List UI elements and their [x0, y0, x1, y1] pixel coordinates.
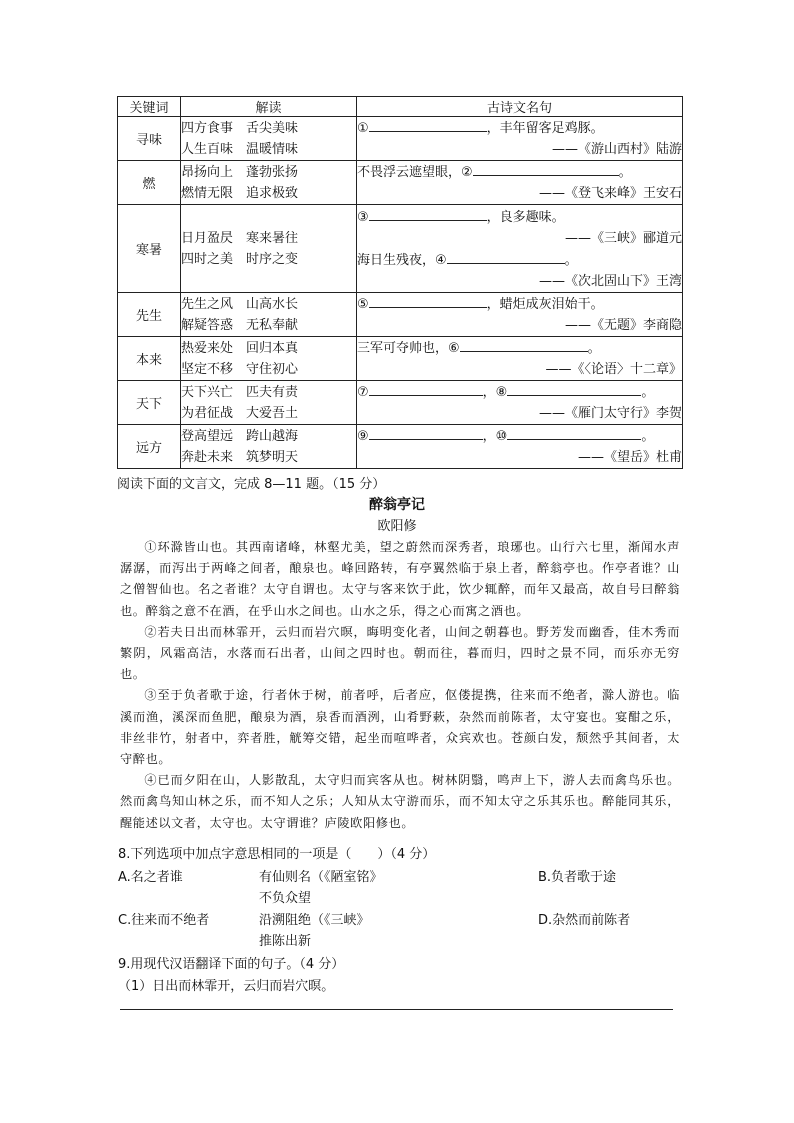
poem-text: 不畏浮云遮望眼，② [357, 165, 473, 180]
poem-text: ⑤ [357, 297, 369, 312]
essay-paragraph: ②若夫日出而林霏开，云归而岩穴暝，晦明变化者，山间之朝暮也。野芳发而幽香，佳木秀而繁阴，风霜高洁，水落而石出者，山间之四时也。朝而往，暮而归，四时之景不同，而乐亦无穷也。 [120, 624, 680, 682]
reading-instruction: 阅读下面的文言文，完成 8—11 题。（15 分） [117, 477, 386, 492]
answer-blank-6[interactable] [460, 337, 588, 352]
keyword-cell: 寻味 [118, 117, 181, 161]
keyword-cell: 先生 [118, 293, 181, 337]
poem-cell [357, 161, 683, 205]
essay-title: 醉翁亭记 [369, 497, 425, 513]
answer-blank-9[interactable] [369, 425, 483, 440]
poem-cell [357, 381, 683, 425]
poem-text: ① [357, 121, 369, 136]
poem-text: ，⑧ [482, 385, 508, 400]
answer-line[interactable] [120, 1009, 673, 1010]
poem-source: ——《游山西村》陆游 [551, 142, 682, 157]
keyword-cell: 寒暑 [118, 205, 181, 293]
poem-text: ，丰年留客足鸡豚。 [486, 121, 604, 136]
meaning-line: 日月盈昃 寒来暑往 [181, 230, 299, 246]
meaning-line: 四方食事 舌尖美味 [181, 120, 299, 136]
question-9-stem: 9.用现代汉语翻译下面的句子。（4 分） [118, 957, 345, 972]
table-row [118, 205, 683, 293]
poem-table-wrapper [117, 96, 682, 469]
poem-text: ⑦ [357, 385, 369, 400]
answer-blank-1[interactable] [369, 117, 487, 132]
poem-text: 。 [641, 385, 655, 400]
keyword-cell: 本来 [118, 337, 181, 381]
meaning-cell [181, 337, 357, 381]
meaning-line: 奔赴未来 筑梦明天 [181, 449, 299, 465]
poem-line [357, 381, 682, 403]
question-9-item-1: （1）日出而林霏开，云归而岩穴暝。 [118, 979, 335, 994]
poem-line [357, 117, 682, 139]
meaning-line: 先生之风 山高水长 [181, 296, 299, 312]
poem-cell [357, 293, 683, 337]
poem-cell [357, 117, 683, 161]
poem-line [357, 425, 682, 447]
option-a[interactable]: A.名之者谁 [118, 870, 183, 885]
answer-blank-2[interactable] [473, 161, 619, 176]
poem-text: ，⑩ [482, 429, 508, 444]
poem-line [357, 161, 682, 183]
keyword-cell: 燃 [118, 161, 181, 205]
poem-line [357, 293, 682, 315]
poem-source: ——《雁门太守行》李贺 [538, 406, 682, 421]
option-d[interactable]: D.杂然而前陈者 [538, 913, 631, 928]
meaning-line: 热爱来处 回归本真 [181, 340, 299, 356]
table-header-row [118, 97, 683, 117]
answer-blank-10[interactable] [507, 425, 641, 440]
keyword-cell: 天下 [118, 381, 181, 425]
poem-text: 三军可夺帅也，⑥ [357, 341, 460, 356]
meaning-line: 解疑答惑 无私奉献 [181, 317, 299, 333]
essay-paragraph: ①环滁皆山也。其西南诸峰，林壑尤美，望之蔚然而深秀者，琅琊也。山行六七里，渐闻水声潺潺，而泻出于两峰之间者，酿泉也。峰回路转，有亭翼然临于泉上者，醉翁亭也。作亭者谁？山之僧智仙也。名之者谁？太守自谓也。太守与客来饮于此，饮少辄醉，而年又最高，故自号曰醉翁也。醉翁之意不在酒，在乎山水之间也。山水之乐，得之心而寓之酒也。 [120, 540, 680, 618]
poem-source: ——《次北固山下》王湾 [538, 273, 682, 289]
meaning-cell [181, 117, 357, 161]
poem-source: ——《无题》李商隐 [564, 318, 682, 333]
table-row [118, 425, 683, 469]
answer-blank-4[interactable] [447, 249, 565, 264]
poem-cell [357, 205, 683, 293]
header-meaning: 解读 [181, 97, 357, 117]
meaning-line: 昂扬向上 蓬勃张扬 [181, 164, 299, 180]
poem-text: 海日生残夜，④ [357, 252, 447, 268]
meaning-cell [181, 381, 357, 425]
header-poem: 古诗文名句 [357, 97, 683, 117]
meaning-line: 人生百味 温暖情味 [181, 141, 299, 157]
question-8-stem: 8.下列选项中加点字意思相同的一项是（ ）（4 分） [118, 847, 436, 862]
essay-paragraph: ④已而夕阳在山，人影散乱，太守归而宾客从也。树林阴翳，鸣声上下，游人去而禽鸟乐也。然而禽鸟知山林之乐，而不知人之乐；人知从太守游而乐，而不知太守之乐其乐也。醉能同其乐，醒能述以文者，太守也。太守谓谁？庐陵欧阳修也。 [120, 773, 680, 830]
option-c[interactable]: C.往来而不绝者 [118, 913, 210, 928]
option-c-compare-1: 沿溯阻绝（《三峡》 [259, 913, 370, 928]
essay-body [120, 537, 680, 834]
table-row [118, 381, 683, 425]
table-row [118, 117, 683, 161]
table-row [118, 337, 683, 381]
keyword-cell: 远方 [118, 425, 181, 469]
meaning-cell [181, 293, 357, 337]
poem-text: ③ [357, 209, 369, 225]
poem-text: 。 [641, 429, 655, 444]
poem-text: 。 [618, 165, 632, 180]
meaning-line: 天下兴亡 匹夫有责 [181, 384, 299, 400]
poem-table [117, 96, 683, 469]
meaning-line: 四时之美 时序之变 [181, 251, 299, 267]
meaning-cell [181, 161, 357, 205]
option-a-compare-2: 不负众望 [259, 891, 312, 906]
answer-blank-7[interactable] [369, 381, 483, 396]
poem-text: ⑨ [357, 429, 369, 444]
poem-line [357, 206, 682, 228]
essay-paragraph: ③至于负者歌于途，行者休于树，前者呼，后者应，伛偻提携，往来而不绝者，滁人游也。临溪而渔，溪深而鱼肥，酿泉为酒，泉香而酒洌，山肴野蔌，杂然而前陈者，太守宴也。宴酣之乐，非丝非竹，射者中，弈者胜，觥筹交错，起坐而喧哗者，众宾欢也。苍颜白发，颓然乎其间者，太守醉也。 [120, 688, 680, 767]
poem-source: ——《〈论语〉十二章》 [545, 362, 682, 377]
essay-author: 欧阳修 [377, 519, 417, 534]
header-keyword: 关键词 [118, 97, 181, 117]
answer-blank-3[interactable] [369, 206, 487, 221]
meaning-cell [181, 425, 357, 469]
meaning-line: 登高望远 跨山越海 [181, 428, 299, 444]
table-row [118, 293, 683, 337]
poem-text: ，良多趣味。 [486, 209, 565, 225]
option-c-compare-2: 推陈出新 [259, 934, 312, 949]
option-a-compare-1: 有仙则名（《陋室铭》 [259, 870, 383, 885]
option-b[interactable]: B.负者歌于途 [538, 870, 617, 885]
answer-blank-5[interactable] [369, 293, 487, 308]
poem-line [357, 249, 682, 271]
meaning-cell [181, 205, 357, 293]
poem-text: 。 [564, 252, 578, 268]
answer-blank-8[interactable] [507, 381, 641, 396]
meaning-line: 燃情无限 追求极致 [181, 185, 299, 201]
meaning-line: 坚定不移 守住初心 [181, 361, 299, 377]
poem-source: ——《登飞来峰》王安石 [538, 186, 682, 201]
poem-cell [357, 425, 683, 469]
poem-text: 。 [587, 341, 601, 356]
meaning-line: 为君征战 大爱吾土 [181, 405, 299, 421]
table-row [118, 161, 683, 205]
poem-cell [357, 337, 683, 381]
poem-source: ——《三峡》郦道元 [564, 230, 682, 246]
poem-text: ，蜡炬成灰泪始干。 [486, 297, 604, 312]
poem-line [357, 337, 682, 359]
poem-source: ——《望岳》杜甫 [577, 450, 682, 465]
